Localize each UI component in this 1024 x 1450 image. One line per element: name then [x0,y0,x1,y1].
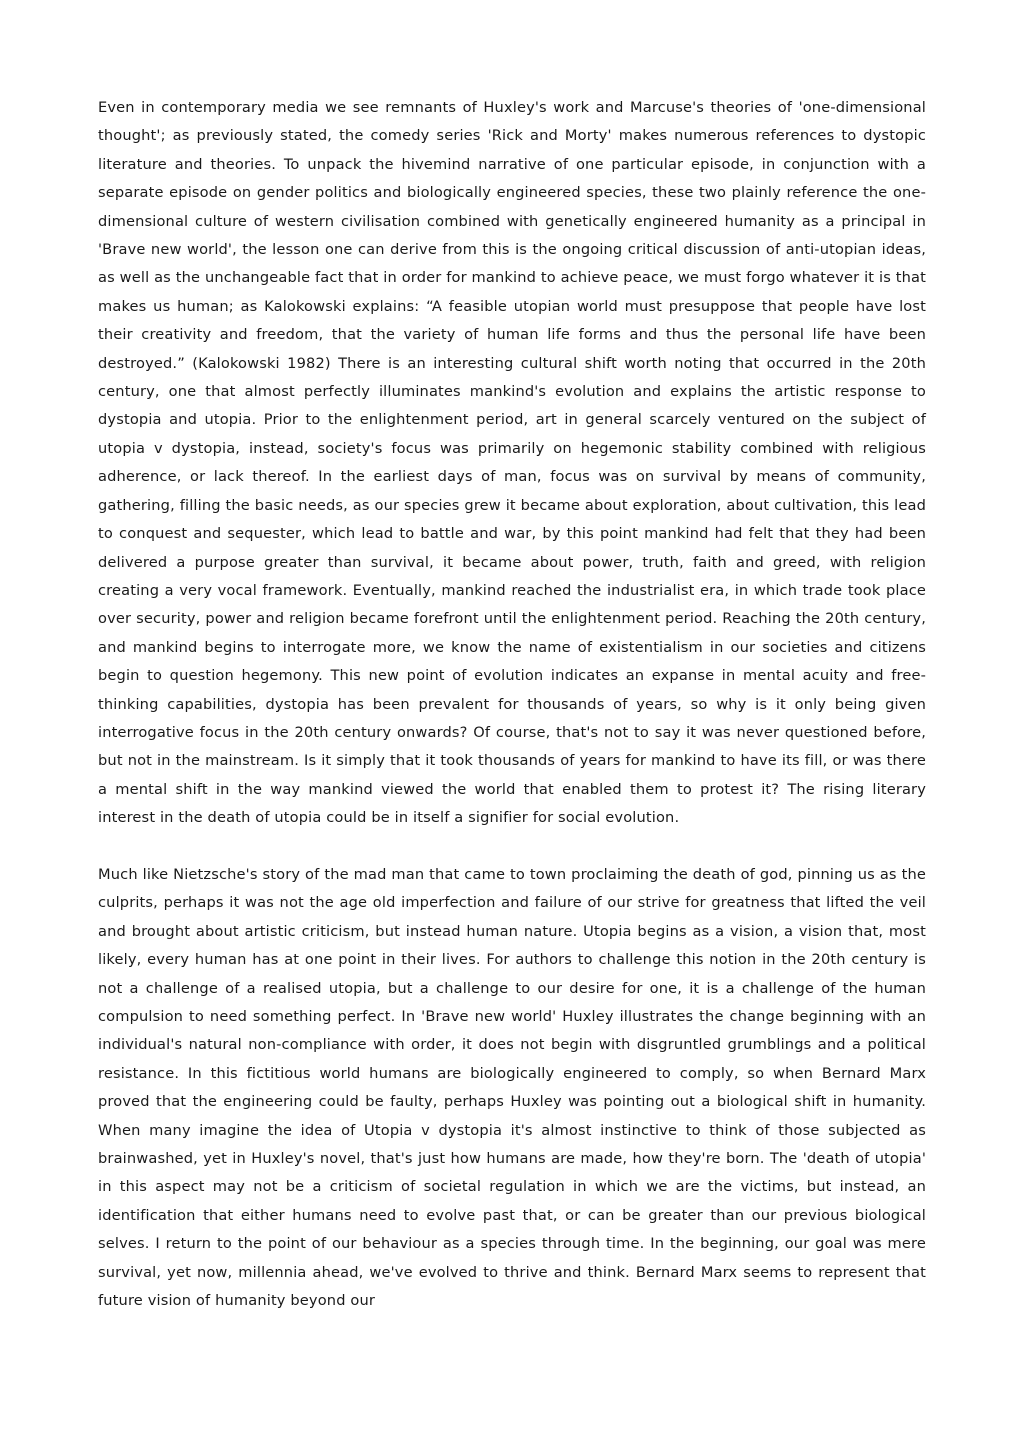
body-paragraph: Even in contemporary media we see remnants of Huxley's work and Marcuse's theories of 'one-dimensional thought'; as previously stated, the comedy series 'Rick and Morty' makes numerous references to dystopic literature and theories. To unpack the hivemind narrative of one particular episode, in conjunction with a separate episode on gender politics and biologically engineered species, these two plainly reference the one-dimensional culture of western civilisation combined with genetically engineered humanity as a principal in 'Brave new world', the lesson one can derive from this is the ongoing critical discussion of anti-utopian ideas, as well as the unchangeable fact that in order for mankind to achieve peace, we must forgo whatever it is that makes us human; as Kalokowski explains: “A feasible utopian world must presuppose that people have lost their creativity and freedom, that the variety of human life forms and thus the personal life have been destroyed.” (Kalokowski 1982) There is an interesting cultural shift worth noting that occurred in the 20th century, one that almost perfectly illuminates mankind's evolution and explains the artistic response to dystopia and utopia. Prior to the enlightenment period, art in general scarcely ventured on the subject of utopia v dystopia, instead, society's focus was primarily on hegemonic stability combined with religious adherence, or lack thereof. In the earliest days of man, focus was on survival by means of community, gathering, filling the basic needs, as our species grew it became about exploration, about cultivation, this lead to conquest and sequester, which lead to battle and war, by this point mankind had felt that they had been delivered a purpose greater than survival, it became about power, truth, faith and greed, with religion creating a very vocal framework. Eventually, mankind reached the industrialist era, in which trade took place over security, power and religion became forefront until the enlightenment period. Reaching the 20th century, and mankind begins to interrogate more, we know the name of existentialism in our societies and citizens begin to question hegemony. This new point of evolution indicates an expanse in mental acuity and free-thinking capabilities, dystopia has been prevalent for thousands of years, so why is it only being given interrogative focus in the 20th century onwards? Of course, that's not to say it was never questioned before, but not in the mainstream. Is it simply that it took thousands of years for mankind to have its fill, or was there a mental shift in the way mankind viewed the world that enabled them to protest it? The rising literary interest in the death of utopia could be in itself a signifier for social evolution. [98,99,926,827]
document-page [98,94,926,1315]
body-paragraph: Much like Nietzsche's story of the mad man that came to town proclaiming the death of god, pinning us as the culprits, perhaps it was not the age old imperfection and failure of our strive for greatness that lifted the veil and brought about artistic criticism, but instead human nature. Utopia begins as a vision, a vision that, most likely, every human has at one point in their lives. For authors to challenge this notion in the 20th century is not a challenge of a realised utopia, but a challenge to our desire for one, it is a challenge of the human compulsion to need something perfect. In 'Brave new world' Huxley illustrates the change beginning with an individual's natural non-compliance with order, it does not begin with disgruntled grumblings and a political resistance. In this fictitious world humans are biologically engineered to comply, so when Bernard Marx proved that the engineering could be faulty, perhaps Huxley was pointing out a biological shift in humanity. When many imagine the idea of Utopia v dystopia it's almost instinctive to think of those subjected as brainwashed, yet in Huxley's novel, that's just how humans are made, how they're born. The 'death of utopia' in this aspect may not be a criticism of societal regulation in which we are the victims, but instead, an identification that either humans need to evolve past that, or can be greater than our previous biological selves. I return to the point of our behaviour as a species through time. In the beginning, our goal was mere survival, yet now, millennia ahead, we've evolved to thrive and think. Bernard Marx seems to represent that future vision of humanity beyond our [98,865,926,1310]
